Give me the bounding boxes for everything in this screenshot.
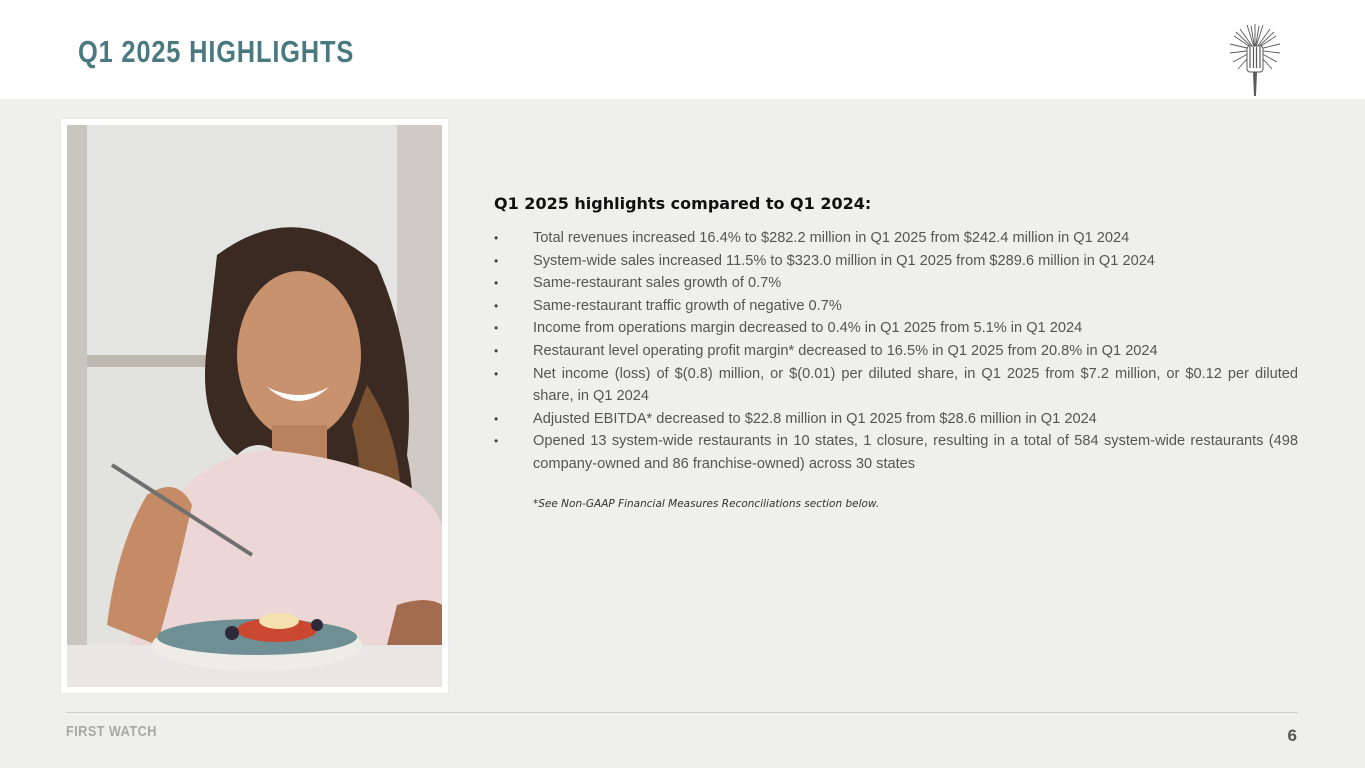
photo-frame: [61, 119, 448, 693]
bullet-dot: •: [494, 276, 499, 291]
highlights-section: [494, 194, 1298, 510]
woman-eating-photo: [67, 125, 442, 687]
bullet-dot: •: [494, 434, 499, 449]
highlight-text: Income from operations margin decreased to 0.4% in Q1 2025 from 5.1% in Q1 2024: [533, 320, 1083, 337]
list-item: [494, 408, 1298, 431]
page-title: Q1 2025 HIGHLIGHTS: [78, 34, 355, 69]
list-item: [494, 295, 1298, 318]
highlight-text: Restaurant level operating profit margin* decreased to 16.5% in Q1 2025 from 20.8% in Q1 2024: [533, 342, 1158, 359]
list-item: [494, 363, 1298, 408]
list-item: [494, 227, 1298, 250]
highlight-text: Opened 13 system-wide restaurants in 10 states, 1 closure, resulting in a total of 584 system-wide restaurants (498 company-owned and 86 franchise-owned) across 30 states: [533, 433, 1298, 472]
footer-brand: FIRST WATCH: [66, 723, 157, 740]
bullet-dot: •: [494, 321, 499, 336]
highlights-heading: Q1 2025 highlights compared to Q1 2024:: [494, 194, 872, 213]
highlight-text: Same-restaurant sales growth of 0.7%: [533, 275, 782, 292]
bullet-dot: •: [494, 253, 499, 268]
bullet-dot: •: [494, 366, 499, 381]
footnote: *See Non-GAAP Financial Measures Reconciliations section below.: [533, 497, 880, 510]
footer-divider: [66, 712, 1298, 713]
page-number: 6: [1287, 726, 1297, 745]
page-header: [0, 0, 1365, 99]
list-item: [494, 317, 1298, 340]
list-item: [494, 430, 1298, 475]
highlight-text: Net income (loss) of $(0.8) million, or $(0.01) per diluted share, in Q1 2025 from $7.2 million, or $0.12 per diluted share, in Q1 2024: [533, 365, 1298, 405]
highlight-text: System-wide sales increased 11.5% to $323.0 million in Q1 2025 from $289.6 million in Q1 2024: [533, 252, 1155, 269]
fork-burst-icon: [1228, 22, 1282, 98]
highlights-list: [494, 227, 1298, 476]
bullet-dot: •: [494, 231, 499, 245]
list-item: [494, 250, 1298, 273]
highlight-text: Total revenues increased 16.4% to $282.2 million in Q1 2025 from $242.4 million in Q1 2024: [533, 230, 1130, 246]
list-item: [494, 340, 1298, 363]
bullet-dot: •: [494, 411, 499, 426]
list-item: [494, 272, 1298, 295]
bullet-dot: •: [494, 343, 499, 358]
highlight-text: Same-restaurant traffic growth of negative 0.7%: [533, 297, 842, 314]
bullet-dot: •: [494, 298, 499, 313]
highlight-text: Adjusted EBITDA* decreased to $22.8 million in Q1 2025 from $28.6 million in Q1 2024: [533, 410, 1097, 427]
